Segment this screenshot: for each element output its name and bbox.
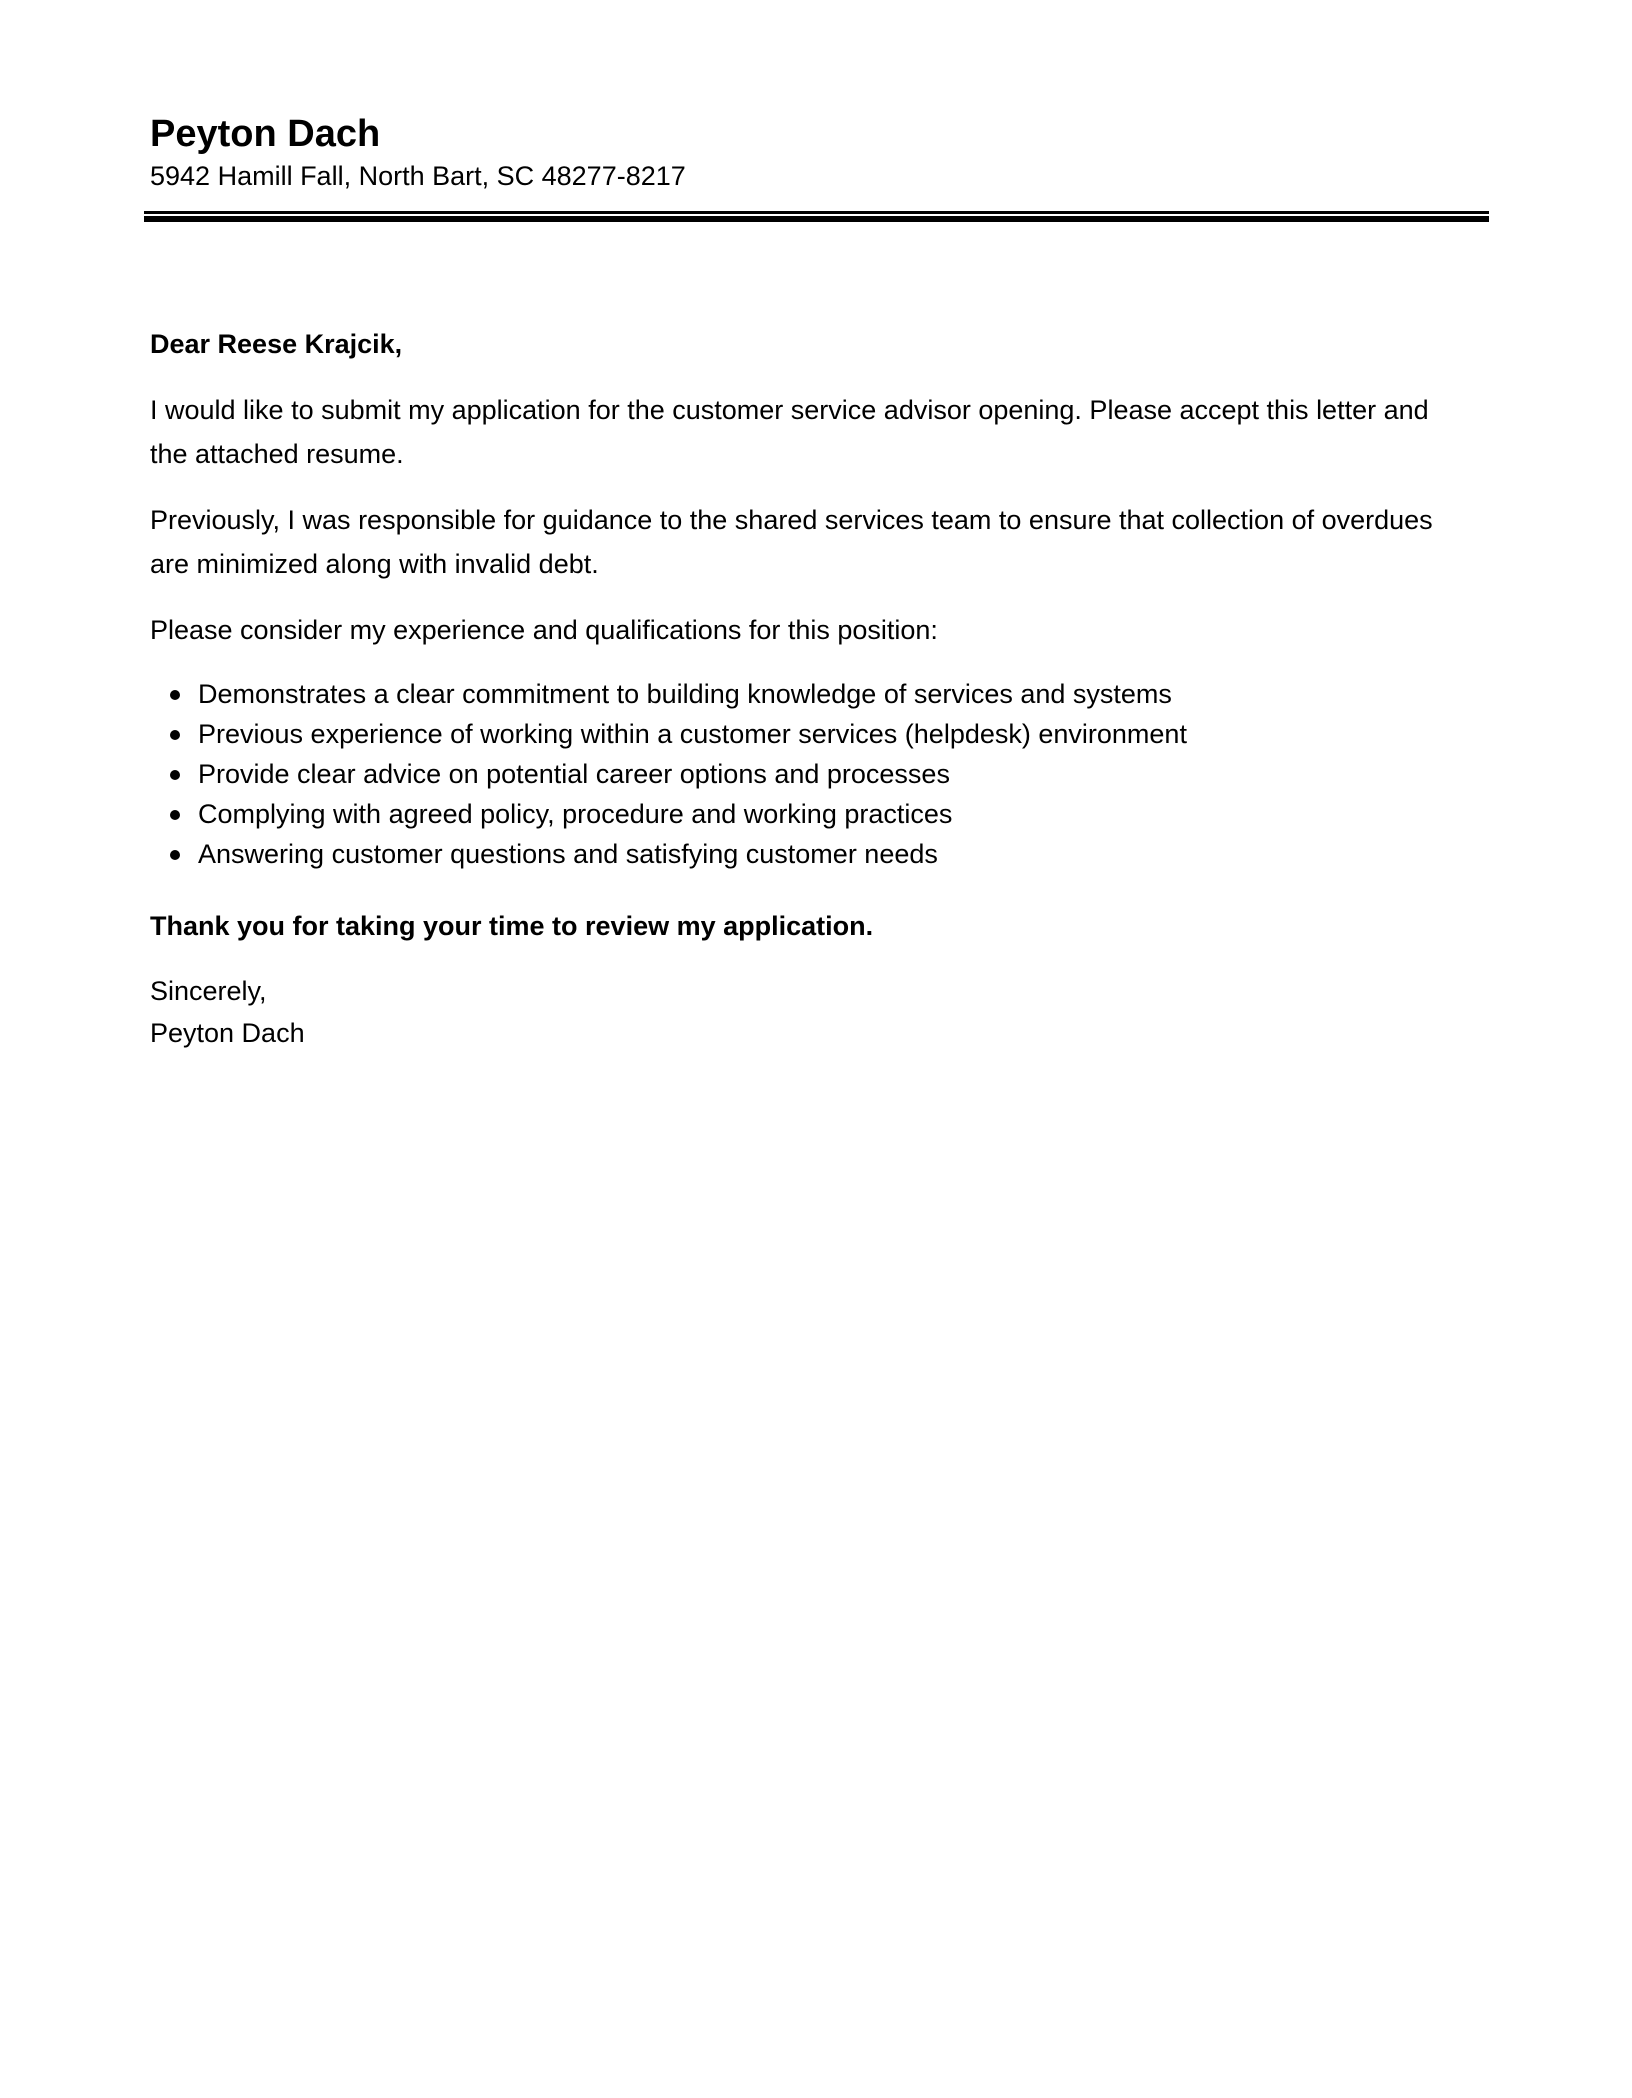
list-item <box>150 754 1460 794</box>
closing-phrase: Sincerely, <box>150 976 267 1006</box>
bullet-icon <box>170 810 180 820</box>
letter-body <box>150 322 1460 1054</box>
paragraph-experience: Previously, I was responsible for guidance to the shared services team to ensure that collection of overdues are minimized along with invalid debt. <box>150 505 1433 579</box>
list-item <box>150 674 1460 714</box>
list-item <box>150 714 1460 754</box>
bullet-icon <box>170 690 180 700</box>
list-item <box>150 794 1460 834</box>
sender-address: 5942 Hamill Fall, North Bart, SC 48277-8217 <box>150 161 686 191</box>
salutation: Dear Reese Krajcik, <box>150 329 403 359</box>
bullet-icon <box>170 770 180 780</box>
divider-thin-line <box>144 211 1489 214</box>
list-item-text: Complying with agreed policy, procedure and working practices <box>198 799 953 829</box>
list-item-text: Answering customer questions and satisfying customer needs <box>198 839 938 869</box>
list-item-text: Demonstrates a clear commitment to building knowledge of services and systems <box>198 679 1172 709</box>
sender-name: Peyton Dach <box>150 113 381 155</box>
qualifications-list <box>150 674 1460 874</box>
letter-header <box>150 110 1485 194</box>
bullet-icon <box>170 850 180 860</box>
paragraph-intro: I would like to submit my application for the customer service advisor opening. Please accept this letter and the attached resume. <box>150 395 1429 469</box>
bullet-icon <box>170 730 180 740</box>
paragraph-qualifications-lead: Please consider my experience and qualifications for this position: <box>150 615 938 645</box>
list-item-text: Previous experience of working within a customer services (helpdesk) environment <box>198 719 1187 749</box>
header-divider <box>144 211 1489 223</box>
list-item-text: Provide clear advice on potential career options and processes <box>198 759 950 789</box>
list-item <box>150 834 1460 874</box>
thank-you-line: Thank you for taking your time to review my application. <box>150 911 874 941</box>
divider-thick-line <box>144 216 1489 222</box>
signature-name: Peyton Dach <box>150 1018 305 1048</box>
